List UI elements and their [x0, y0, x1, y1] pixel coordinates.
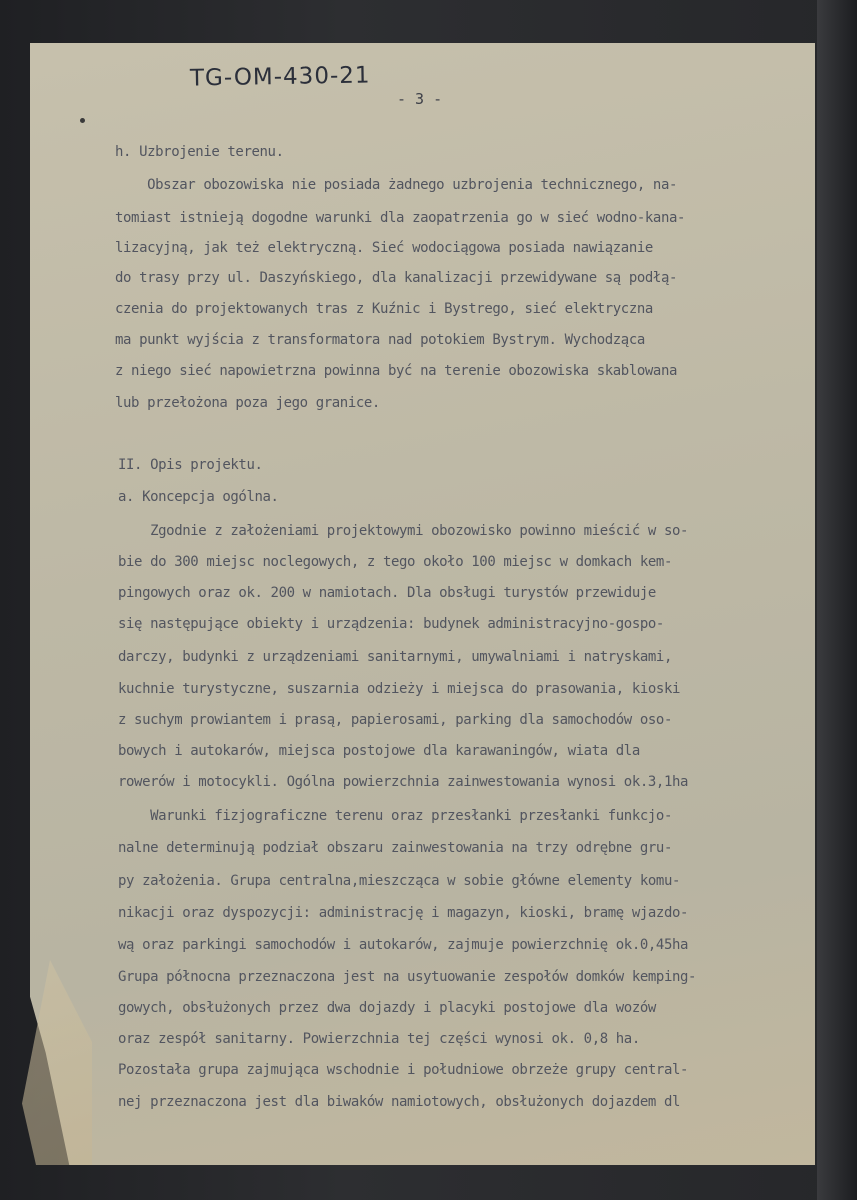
text-line: z suchym prowiantem i prasą, papierosami, parking dla samochodów oso- [118, 712, 672, 728]
text-line: do trasy przy ul. Daszyńskiego, dla kanalizacji przewidywane są podłą- [115, 270, 678, 286]
text-line: pingowych oraz ok. 200 w namiotach. Dla obsługi turystów przewiduje [118, 585, 656, 601]
text-line: h. Uzbrojenie terenu. [115, 144, 284, 160]
text-line: rowerów i motocykli. Ogólna powierzchnia zainwestowania wynosi ok.3,1ha [118, 774, 689, 790]
text-line: a. Koncepcja ogólna. [118, 489, 279, 505]
text-line: II. Opis projektu. [118, 457, 263, 473]
text-line: wą oraz parkingi samochodów i autokarów, zajmuje powierzchnię ok.0,45ha [118, 937, 689, 953]
text-line: gowych, obsłużonych przez dwa dojazdy i placyki postojowe dla wozów [118, 1000, 656, 1016]
text-line: bie do 300 miejsc noclegowych, z tego około 100 miejsc w domkach kem- [118, 554, 672, 570]
text-line: Zgodnie z założeniami projektowymi obozowisko powinno mieścić w so- [118, 523, 689, 539]
text-line: czenia do projektowanych tras z Kuźnic i Bystrego, sieć elektryczna [115, 301, 653, 317]
ink-mark [80, 118, 85, 123]
text-line: z niego sieć napowietrzna powinna być na terenie obozowiska skablowana [115, 363, 678, 379]
text-line: py założenia. Grupa centralna,mieszcząca w sobie główne elementy komu- [118, 873, 681, 889]
text-line: nikacji oraz dyspozycji: administrację i magazyn, kioski, bramę wjazdo- [118, 905, 689, 921]
text-line: Grupa północna przeznaczona jest na usytuowanie zespołów domków kemping- [118, 969, 697, 985]
text-line: nej przeznaczona jest dla biwaków namiotowych, obsłużonych dojazdem dl [118, 1094, 681, 1110]
text-line: lizacyjną, jak też elektryczną. Sieć wodociągowa posiada nawiązanie [115, 240, 653, 256]
text-line: Warunki fizjograficzne terenu oraz przesłanki przesłanki funkcjo- [118, 808, 672, 824]
text-line: ma punkt wyjścia z transformatora nad potokiem Bystrym. Wychodząca [115, 332, 645, 348]
text-line: bowych i autokarów, miejsca postojowe dla karawaningów, wiata dla [118, 743, 640, 759]
text-line: oraz zespół sanitarny. Powierzchnia tej części wynosi ok. 0,8 ha. [118, 1031, 640, 1047]
text-line: Obszar obozowiska nie posiada żadnego uzbrojenia technicznego, na- [115, 177, 678, 193]
text-line: nalne determinują podział obszaru zainwestowania na trzy odrębne gru- [118, 840, 672, 856]
text-line: się następujące obiekty i urządzenia: budynek administracyjno-gospo- [118, 616, 664, 632]
scanner-edge [817, 0, 857, 1200]
page-number: - 3 - [397, 90, 443, 108]
handwritten-reference-code: TG-OM-430-21 [189, 62, 371, 92]
text-line: lub przełożona poza jego granice. [115, 395, 380, 411]
text-line: Pozostała grupa zajmująca wschodnie i południowe obrzeże grupy central- [118, 1062, 689, 1078]
text-line: kuchnie turystyczne, suszarnia odzieży i miejsca do prasowania, kioski [118, 681, 681, 697]
text-line: darczy, budynki z urządzeniami sanitarnymi, umywalniami i natryskami, [118, 649, 672, 665]
text-line: tomiast istnieją dogodne warunki dla zaopatrzenia go w sieć wodno-kana- [115, 210, 686, 226]
